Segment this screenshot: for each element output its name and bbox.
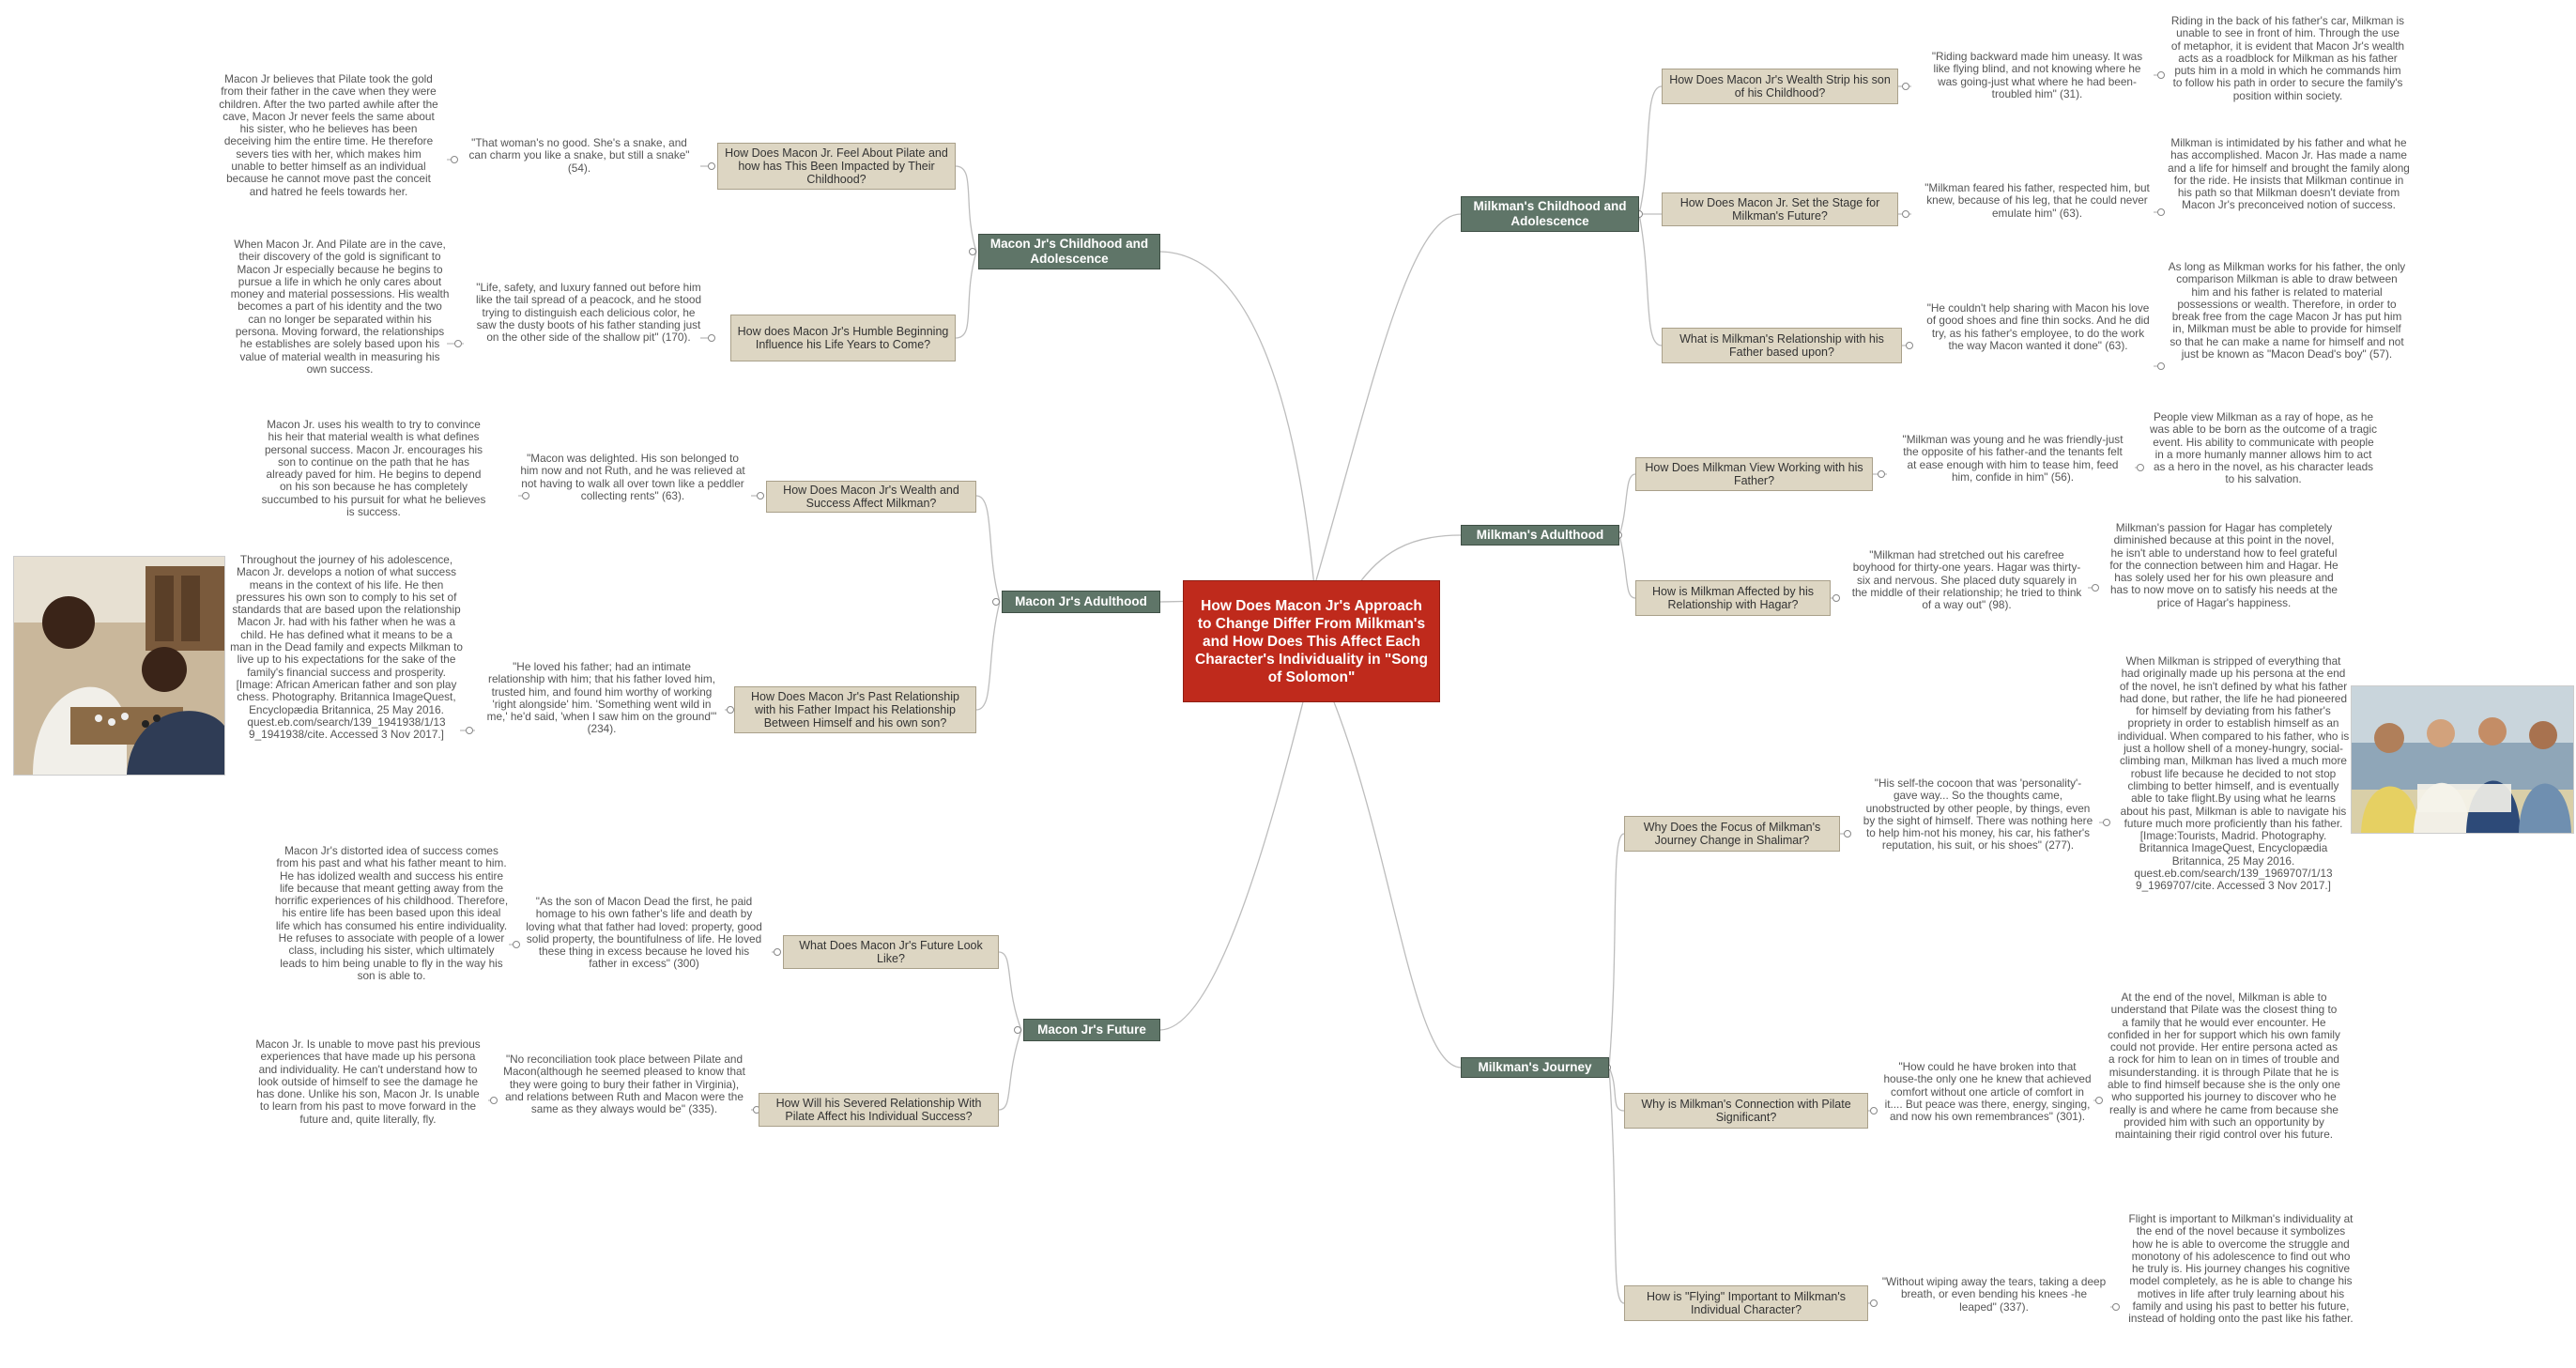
subtopic-macon-severed-relationship[interactable] — [759, 1093, 999, 1127]
subtopic-label: How Does Macon Jr's Past Relationship with his Father Impact his Relationship Between Himself and his own son? — [751, 690, 959, 730]
connector-dot — [1870, 1107, 1878, 1114]
connector-dot — [1014, 1026, 1021, 1034]
subtopic-label: Why Does the Focus of Milkman's Journey Change in Shalimar? — [1643, 821, 1821, 847]
connector-dot — [2157, 71, 2165, 79]
connector-dot — [2137, 464, 2144, 471]
connector-dot — [2157, 208, 2165, 216]
subtopic-label: How is "Flying" Important to Milkman's Individual Character? — [1646, 1290, 1846, 1316]
connector-dot — [1844, 830, 1851, 838]
analysis-text: People view Milkman as a ray of hope, as he was able to be born as the outcome of a tragic event. His ability to communicate with people in a more humanly manner allows him to act as a hero in the novel, as his character leads to his salvation. — [2150, 410, 2377, 486]
subtopic-macon-wealth-affect-milkman[interactable] — [766, 481, 976, 513]
connector-dot — [1906, 342, 1913, 349]
connector-dot — [1902, 210, 1909, 218]
connector-dot — [2092, 584, 2099, 592]
quote-text: "Riding backward made him uneasy. It was like flying blind, and not knowing where he was going-just what where he had been-troubled him" (31). — [1931, 50, 2143, 100]
connector-dot — [1870, 1299, 1878, 1307]
topic-label: Milkman's Childhood and Adolescence — [1473, 199, 1627, 228]
analysis-text: Riding in the back of his father's car, Milkman is unable to see in front of him. Through the use of metaphor, it is evident that Macon Jr's wealth acts as a roadblock for Milkman as his father puts him in a mold in which he commands him to follow his path in order to secure the family's position within society. — [2170, 14, 2405, 102]
connector-dot — [466, 727, 473, 734]
subtopic-flying-important[interactable] — [1624, 1285, 1868, 1321]
topic-label: Macon Jr's Childhood and Adolescence — [989, 237, 1149, 266]
connector-dot — [454, 340, 462, 347]
subtopic-view-working-father[interactable] — [1635, 457, 1873, 491]
subtopic-label: What Does Macon Jr's Future Look Like? — [799, 939, 983, 965]
quote-text: "His self-the cocoon that was 'personality'-gave way... So the thoughts came, unobstructed by other people, by things, even by the sight of himself. There was nothing here to help him-not his money, his car, his father's reputation, his suit, or his shoes" (277). — [1863, 776, 2093, 853]
analysis-text: Macon Jr. uses his wealth to try to convince his heir that material wealth is what defines personal success. Macon Jr. encourages his son to continue on the path that he has already paved for him. He begins to depend on his son because he has completely succumbed to his pursuit for what he believes is success. — [261, 418, 486, 519]
subtopic-label: Why is Milkman's Connection with Pilate Significant? — [1641, 1098, 1851, 1124]
subtopic-label: How does Macon Jr's Humble Beginning Influence his Life Years to Come? — [737, 325, 949, 351]
connector-dot — [1878, 470, 1885, 478]
subtopic-label: How Does Milkman View Working with his Father? — [1645, 461, 1863, 487]
central-topic[interactable] — [1183, 580, 1440, 702]
subtopic-relationship-father[interactable] — [1662, 328, 1902, 363]
quote-text: "How could he have broken into that house-the only one he knew that achieved comfort without one article of comfort in it.... But peace was there, energy, singing, and now his own remembrances" (301). — [1883, 1060, 2092, 1124]
subtopic-wealth-strip-childhood[interactable] — [1662, 69, 1898, 104]
quote-text: "He couldn't help sharing with Macon his love of good shoes and fine thin socks. And he did try, as his father's employee, to do the work the way Macon wanted it done" (63). — [1926, 301, 2150, 352]
connector-dot — [708, 334, 715, 342]
topic-label: Macon Jr's Future — [1037, 1022, 1146, 1037]
subtopic-macon-humble-beginning[interactable] — [730, 315, 956, 361]
analysis-text: Macon Jr believes that Pilate took the gold from their father in the cave when they were children. After the two parted awhile after the cave, Macon Jr never feels the same about his sister, who he believes has been deceiving him the entire time. He therefore severs ties with her, which makes him unable to better himself as an individual because he cannot move past the conceit and hatred he feels towards her. — [219, 72, 438, 198]
topic-label: Milkman's Adulthood — [1476, 528, 1604, 542]
subtopic-label: How Will his Severed Relationship With Pilate Affect his Individual Success? — [775, 1097, 982, 1123]
subtopic-macon-future-look[interactable] — [783, 935, 999, 969]
topic-label: Macon Jr's Adulthood — [1015, 594, 1147, 608]
analysis-text: As long as Milkman works for his father, the only comparison Milkman is able to draw between him and his father is related to material possessions or wealth. Therefore, in order to break free from the cage Macon Jr has put him in, Milkman must be able to provide for himself so that he can make a name for himself and not just be known as "Macon Dead's boy" (57). — [2168, 260, 2406, 361]
topic-milkman-adulthood[interactable] — [1461, 525, 1619, 546]
quote-text: "Milkman was young and he was friendly-just the opposite of his father-and the tenants felt at ease enough with him to tease him, feed him, confide in him" (56). — [1902, 433, 2124, 484]
connector-dot — [969, 248, 976, 255]
subtopic-label: How Does Macon Jr. Set the Stage for Milkman's Future? — [1679, 196, 1880, 223]
topic-milkman-journey[interactable] — [1461, 1057, 1609, 1078]
connector-dot — [1902, 83, 1909, 90]
quote-text: "That woman's no good. She's a snake, and can charm you like a snake, but still a snake" (54). — [468, 136, 690, 175]
analysis-text: Milkman's passion for Hagar has completely diminished because at this point in the novel, he isn't able to understand how to feel grateful for the connection between him and Hagar. He has solely used her for his own pleasure and has to now move on to satisfy his needs at the price of Hagar's happiness. — [2109, 521, 2338, 609]
connector-dot — [708, 162, 715, 170]
connector-dot — [757, 492, 764, 500]
analysis-text: At the end of the novel, Milkman is able to understand that Pilate was the closest thing to a family that he would ever encounter. He confided in her for support which his own family could not provide. Her entire persona acted as a rock for him to lean on in times of trouble and misunderstanding. it is through Pilate that he is able to find himself because she is the only one who supported his journey to discover who he really is and where he came from because she provided him with such an opportunity by maintaining their rigid control over his future. — [2108, 991, 2340, 1142]
subtopic-relationship-hagar[interactable] — [1635, 580, 1831, 616]
quote-text: "Milkman had stretched out his carefree boyhood for thirty-one years. Hagar was thirty-six and nervous. She placed duty squarely in the middle of their relationship; he tried to think of a way out" (98). — [1851, 548, 2082, 612]
analysis-text: Macon Jr. Is unable to move past his previous experiences that have made up his persona and individuality. He can't understand how to look outside of himself to see the damage he has done. Unlike his son, Macon Jr. Is unable to learn from his past to move forward in the future and, quite literally, fly. — [255, 1038, 481, 1126]
subtopic-label: What is Milkman's Relationship with his Father based upon? — [1679, 332, 1884, 359]
tourists-photo-image — [2351, 685, 2574, 834]
topic-label: Milkman's Journey — [1478, 1060, 1592, 1074]
quote-text: "Macon was delighted. His son belonged to him now and not Ruth, and he was relieved at not having to walk all over town like a peddler collecting rents" (63). — [520, 452, 745, 502]
connector-dot — [727, 706, 734, 714]
connector-dot — [1832, 594, 1840, 602]
subtopic-label: How Does Macon Jr's Wealth and Success Affect Milkman? — [783, 484, 959, 510]
central-topic-label: How Does Macon Jr's Approach to Change Differ From Milkman's and How Does This Affect Each Character's Individuality in "Song of Solomon" — [1195, 597, 1428, 685]
quote-text: "Milkman feared his father, respected him, but knew, because of his leg, that he could never emulate him" (63). — [1924, 181, 2150, 220]
subtopic-label: How is Milkman Affected by his Relationship with Hagar? — [1651, 585, 1815, 611]
subtopic-label: How Does Macon Jr's Wealth Strip his son of his Childhood? — [1669, 73, 1891, 100]
chess-photo-image — [13, 556, 225, 776]
topic-macon-adulthood[interactable] — [1002, 591, 1160, 613]
subtopic-label: How Does Macon Jr. Feel About Pilate and how has This Been Impacted by Their Childhood? — [725, 146, 948, 186]
topic-macon-future[interactable] — [1023, 1019, 1160, 1041]
connector-dot — [2112, 1303, 2120, 1311]
connector-dot — [490, 1097, 498, 1104]
analysis-text: Macon Jr's distorted idea of success comes from his past and what his father meant to him. He has idolized wealth and success his entire life because that meant getting away from the horrific experiences of his childhood. Therefore, his entire life has been based upon this ideal life which has consumed his entire individuality. He refuses to associate with people of a lower class, including his sister, which ultimately leads to him being unable to fly in the way his son is able to. — [274, 844, 509, 982]
subtopic-journey-shalimar[interactable] — [1624, 816, 1840, 852]
analysis-text: Throughout the journey of his adolescence, Macon Jr. develops a notion of what success means in the context of his life. He then pressures his own son to comply to his set of standards that are based upon the relationship Macon Jr. had with his father when he was a child. He has defined what it means to be a man in the Dead family and expects Milkman to live up to his expectations for the sake of the family's financial success and prosperity. [Image: African American father and son play chess. Photography. Britannica ImageQuest, Encyclopædia Britannica, 25 May 2016. quest.eb.com/search/139_1941938/1/13 9_1941938/cite. Accessed 3 Nov 2017.] — [230, 553, 463, 742]
quote-text: "He loved his father; had an intimate relationship with him; that his father loved him, trusted him, and found him worthy of working 'right alongside' him. 'Something went wild in me,' he'd said, 'when I saw him on the ground'" (234). — [486, 660, 717, 736]
topic-macon-childhood[interactable] — [978, 234, 1160, 269]
subtopic-set-stage-future[interactable] — [1662, 192, 1898, 226]
connector-dot — [2095, 1097, 2103, 1104]
subtopic-connection-pilate[interactable] — [1624, 1093, 1868, 1129]
connector-dot — [2157, 362, 2165, 370]
subtopic-macon-father-relationship[interactable] — [734, 686, 976, 733]
quote-text: "No reconciliation took place between Pilate and Macon(although he seemed pleased to know that they were going to bury their father in Virginia), and relations between Ruth and Macon were the same as they always would be" (335). — [503, 1053, 745, 1116]
topic-milkman-childhood[interactable] — [1461, 196, 1639, 232]
connector-dot — [992, 598, 1000, 606]
quote-text: "Without wiping away the tears, taking a deep breath, or even bending his knees -he leaped" (337). — [1881, 1275, 2107, 1314]
connector-dot — [774, 948, 781, 956]
quote-text: "As the son of Macon Dead the first, he paid homage to his own father's life and death by loving what that father had loved: property, good solid property, the bountifulness of life. He loved these thing in excess because he loved his father in excess" (300) — [526, 895, 762, 971]
analysis-text: When Macon Jr. And Pilate are in the cave, their discovery of the gold is significant to Macon Jr especially because he begins to pursue a life in which he only cares about money and material possessions. His wealth becomes a part of his identity and the two can no longer be separated within his persona. Moving forward, the relationships he establishes are solely based upon his value of material wealth in measuring his own success. — [230, 238, 450, 376]
connector-dot — [2103, 819, 2110, 826]
analysis-text: Milkman is intimidated by his father and what he has accomplished. Macon Jr. Has made a name and a life for himself and brought the family along for the ride. He insists that Milkman continue in his path so that Milkman doesn't deviate from Macon Jr's preconceived notion of success. — [2168, 136, 2410, 212]
analysis-text: Flight is important to Milkman's individuality at the end of the novel because it symbolizes how he is able to overcome the struggle and monotony of his adolescence to find out who he truly is. His journey changes his cognitive model completely, as he is able to change his motives in life after truly learning about his family and using his past to better his future, instead of holding onto the past like his father. — [2128, 1212, 2354, 1326]
subtopic-macon-pilate[interactable] — [717, 143, 956, 190]
connector-dot — [451, 156, 458, 163]
analysis-text: When Milkman is stripped of everything that had originally made up his persona at the end of the novel, he isn't defined by what his father had done, but rather, the life he had pioneered for himself by deviating from his father's propriety in order to establish himself as an individual. When compared to his father, who is just a hollow shell of a money-hungry, social-climbing man, Milkman has lived a much more robust life because he decided to not stop climbing to better himself, and is eventually able to take flight.By using what he learns about his past, Milkman is able to navigate his future much more proficiently than his father. [Image:Tourists, Madrid. Photography. Britannica ImageQuest, Encyclopædia Britannica, 25 May 2016. quest.eb.com/search/139_1969707/1/13 9_1969707/cite. Accessed 3 Nov 2017.] — [2117, 654, 2350, 893]
quote-text: "Life, safety, and luxury fanned out before him like the tail spread of a peacock, and he stood trying to distinguish each delicious color, he saw the dusty boots of his father standing just on the other side of the shallow pit" (170). — [475, 281, 702, 345]
connector-dot — [513, 941, 520, 948]
